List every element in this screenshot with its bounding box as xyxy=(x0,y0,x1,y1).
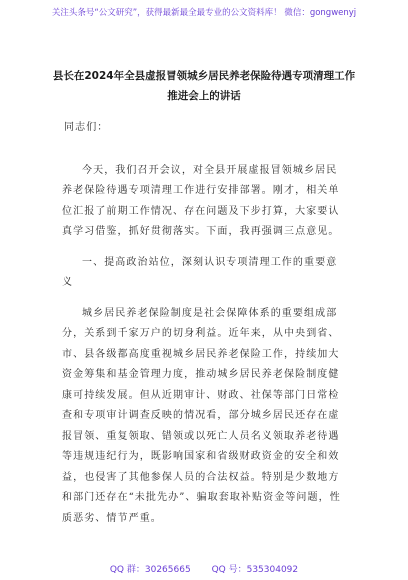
footer-qq-number: QQ 号：535304092 xyxy=(211,565,299,575)
salutation: 同志们： xyxy=(64,122,109,133)
document-body xyxy=(62,118,346,529)
paragraph-intro: 今天，我们召开会议，对全县开展虚报冒领城乡居民养老保险待遇专项清理工作进行安排部署。刚才，相关单位汇报了前期工作情况、存在问题及下步打算，大家要认真学习借鉴，抓好贯彻落实。下面，我再强调三点意见。 xyxy=(62,164,340,237)
paragraph-section-1: 城乡居民养老保险制度是社会保障体系的重要组成部分，关系到千家万户的切身利益。近年来，从中央到省、市、县各级都高度重视城乡居民养老保险工作，持续加大资金筹集和基金管理力度，推动城乡居民养老保险制度健康可持续发展。但从近期审计、财政、社保等部门日常检查和专项审计调查反映的情况看，部分城乡居民还存在虚报冒领、重复领取、错领或以死亡人员名义领取养老待遇等违规违纪行为，既影响国家和省级财政资金的安全和效益，也侵害了其他参保人员的合法权益。特别是少数地方和部门还存在“未批先办”、骗取套取补贴资金等问题，性质恶劣、情节严重。 xyxy=(62,307,341,524)
header-promo-note: 关注头条号“公文研究”，获得最新最全最专业的公文资料库！ 微信：gongwenyj xyxy=(51,8,357,18)
section-heading-1: 一、提高政治站位，深刻认识专项清理工作的重要意义 xyxy=(62,256,338,288)
footer-qq-group: QQ 群：30265665 xyxy=(109,565,191,575)
footer-contact xyxy=(0,562,408,575)
document-title: 县长在2024年全县虚报冒领城乡居民养老保险待遇专项清理工作推进会上的讲话 xyxy=(52,70,356,102)
